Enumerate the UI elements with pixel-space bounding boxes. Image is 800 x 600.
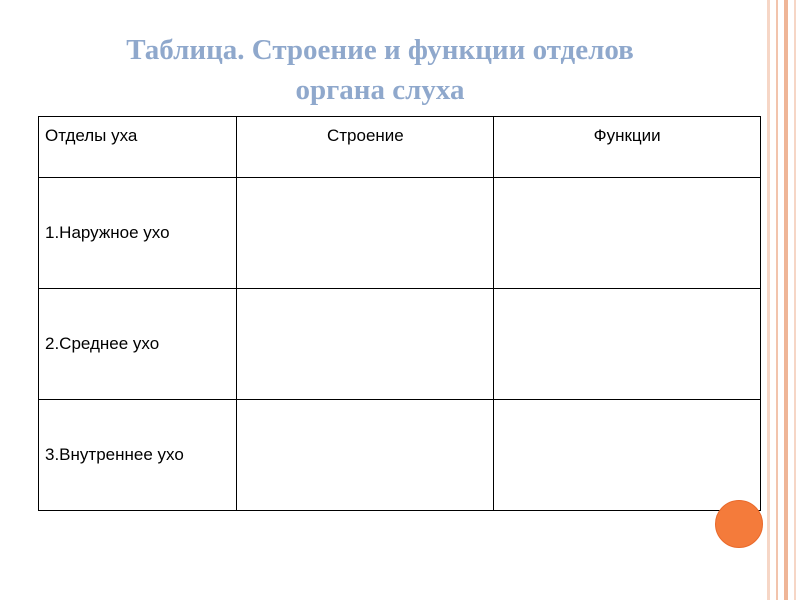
cell-structure-middle bbox=[237, 289, 494, 400]
cell-structure-inner bbox=[237, 400, 494, 511]
table-row bbox=[39, 178, 761, 289]
border-line bbox=[794, 0, 796, 600]
header-ear-parts: Отделы уха bbox=[39, 117, 237, 178]
border-line bbox=[784, 0, 788, 600]
border-line bbox=[776, 0, 778, 600]
table-row bbox=[39, 400, 761, 511]
cell-functions-middle bbox=[494, 289, 761, 400]
cell-functions-inner bbox=[494, 400, 761, 511]
table-header-row bbox=[39, 117, 761, 178]
cell-structure-outer bbox=[237, 178, 494, 289]
title-line-1: Таблица. Строение и функции отделов bbox=[126, 34, 634, 66]
border-line bbox=[767, 0, 770, 600]
cell-functions-outer bbox=[494, 178, 761, 289]
decorative-circle bbox=[715, 500, 763, 548]
ear-structure-table bbox=[38, 116, 761, 511]
title-line-2: органа слуха bbox=[295, 74, 465, 106]
slide-title bbox=[30, 30, 730, 110]
row-label-middle-ear: 2.Среднее ухо bbox=[39, 289, 237, 400]
row-label-inner-ear: 3.Внутреннее ухо bbox=[39, 400, 237, 511]
row-label-outer-ear: 1.Наружное ухо bbox=[39, 178, 237, 289]
table-row bbox=[39, 289, 761, 400]
header-functions: Функции bbox=[494, 117, 761, 178]
decorative-border bbox=[760, 0, 800, 600]
header-structure: Строение bbox=[237, 117, 494, 178]
